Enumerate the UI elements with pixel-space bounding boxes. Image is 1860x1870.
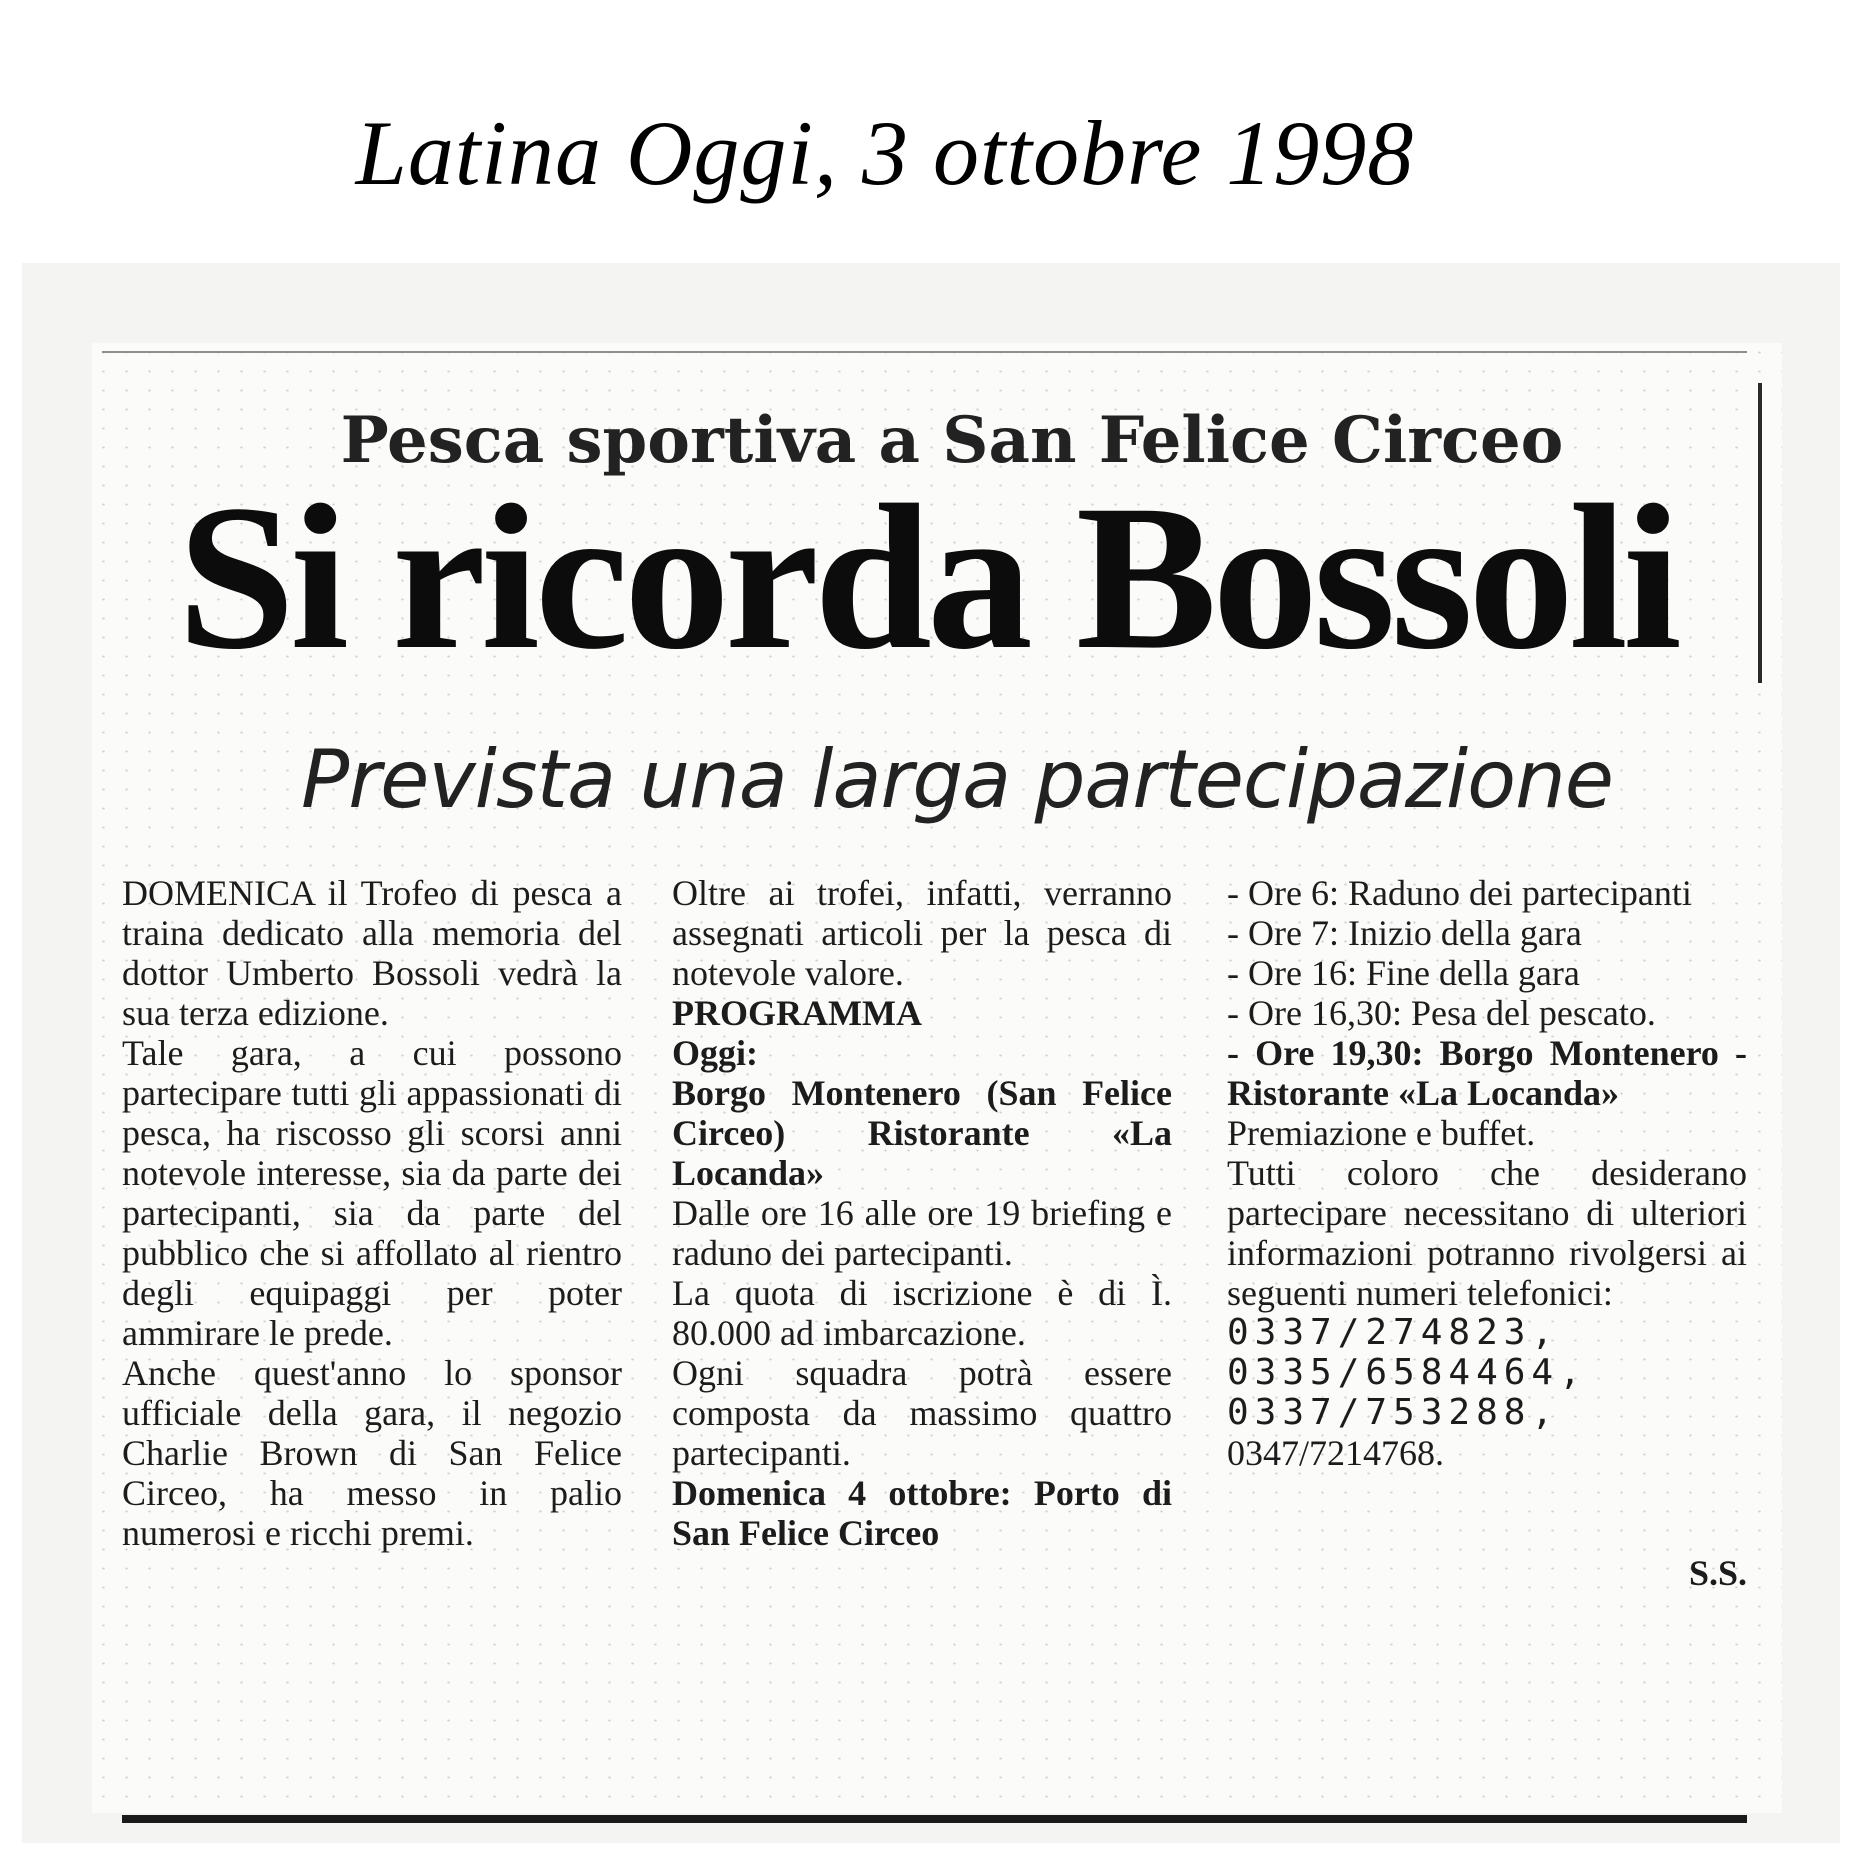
schedule-ore-7: - Ore 7: Inizio della gara [1227,913,1582,953]
article-column-2 [672,873,1172,1553]
phone-number-2: 0335/6584464, [1227,1352,1587,1393]
col3-wrap [1227,873,1747,1593]
premiazione: Premiazione e buffet. [1227,1113,1536,1153]
schedule-ore-1630: - Ore 16,30: Pesa del pescato. [1227,993,1656,1033]
author-signature: S.S. [1688,1553,1747,1593]
col3-paragraph-1: Tutti coloro che desiderano partecipare necessitano di ulteriori informazioni potranno rivolgersi ai seguenti numeri telefonici: [1227,1153,1747,1313]
phone-number-3: 0337/753288, [1227,1392,1560,1433]
schedule-ore-6: - Ore 6: Raduno dei partecipanti [1227,873,1692,913]
schedule-ore-1930: - Ore 19,30: Borgo Montenero - Ristorante «La Locanda» [1227,1033,1747,1113]
col2-paragraph-4: Ogni squadra potrà essere composta da massimo quattro partecipanti. [672,1353,1172,1473]
page-caption: Latina Oggi, 3 ottobre 1998 [355,102,1415,204]
domenica-heading: Domenica 4 ottobre: Porto di San Felice Circeo [672,1473,1172,1553]
article-headline: Si ricorda Bossoli [177,462,1677,692]
bottom-rule [122,1815,1747,1823]
phone-number-1: 0337/274823, [1227,1312,1560,1353]
article-column-3 [1227,873,1747,1593]
col1-paragraph-2: Tale gara, a cui possono partecipare tutti gli appassionati di pesca, ha riscosso gli scorsi anni notevole interesse, sia da parte dei partecipanti, sia da parte del pubblico che si affollato al rientro degli equipaggi per poter ammirare le prede. [122,1033,622,1353]
col2-paragraph-1: Oltre ai trofei, infatti, verranno assegnati articoli per la pesca di notevole valore. [672,873,1172,993]
programma-heading: PROGRAMMA [672,993,922,1033]
oggi-heading: Oggi: [672,1033,758,1073]
top-rule [102,351,1747,353]
venue-oggi: Borgo Montenero (San Felice Circeo) Ristorante «La Locanda» [672,1073,1172,1193]
schedule-ore-16: - Ore 16: Fine della gara [1227,953,1580,993]
newspaper-article [92,343,1782,1813]
article-kicker: Pesca sportiva a San Felice Circeo [340,403,1564,478]
lead-word: DOMENICA [122,873,315,913]
article-column-1 [122,873,622,1553]
article-subhead: Prevista una larga partecipazione [300,733,1614,826]
phone-number-4: 0347/7214768. [1227,1433,1445,1473]
col2-paragraph-3: La quota di iscrizione è di Ì. 80.000 ad imbarcazione. [672,1273,1172,1353]
col1-paragraph-1 [122,873,622,1033]
col2-paragraph-2: Dalle ore 16 alle ore 19 briefing e raduno dei partecipanti. [672,1193,1172,1273]
col1-text-1: il Trofeo di pesca a traina dedicato alla memoria del dottor Umberto Bossoli vedrà la sua terza edizione. [122,873,622,1033]
col1-paragraph-3: Anche quest'anno lo sponsor ufficiale della gara, il negozio Charlie Brown di San Felice Circeo, ha messo in palio numerosi e ricchi premi. [122,1353,622,1553]
scanned-clipping [22,263,1840,1843]
